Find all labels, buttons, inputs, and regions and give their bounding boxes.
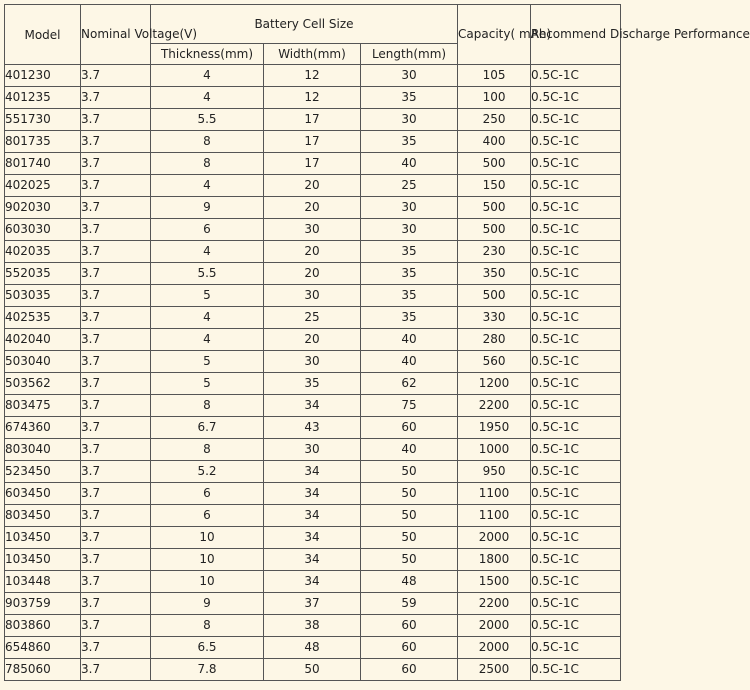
battery-spec-table — [4, 4, 750, 681]
cell-thickness: 5.5 — [151, 263, 264, 285]
cell-model: 801735 — [5, 131, 81, 153]
cell-model: 103450 — [5, 527, 81, 549]
cell-thickness: 8 — [151, 395, 264, 417]
cell-length: 35 — [361, 241, 458, 263]
table-row — [5, 285, 621, 307]
cell-length: 75 — [361, 395, 458, 417]
cell-width: 20 — [264, 241, 361, 263]
cell-voltage: 3.7 — [81, 285, 151, 307]
cell-thickness: 6 — [151, 505, 264, 527]
cell-discharge: 0.5C-1C — [531, 373, 621, 395]
cell-discharge: 0.5C-1C — [531, 307, 621, 329]
cell-capacity: 1000 — [458, 439, 531, 461]
cell-thickness: 4 — [151, 307, 264, 329]
cell-thickness: 10 — [151, 571, 264, 593]
cell-voltage: 3.7 — [81, 153, 151, 175]
cell-voltage: 3.7 — [81, 241, 151, 263]
cell-discharge: 0.5C-1C — [531, 219, 621, 241]
cell-thickness: 5.5 — [151, 109, 264, 131]
cell-model: 552035 — [5, 263, 81, 285]
cell-model: 103450 — [5, 549, 81, 571]
cell-capacity: 500 — [458, 285, 531, 307]
cell-model: 803450 — [5, 505, 81, 527]
cell-capacity: 250 — [458, 109, 531, 131]
table-row — [5, 373, 621, 395]
cell-width: 34 — [264, 483, 361, 505]
table-row — [5, 197, 621, 219]
cell-voltage: 3.7 — [81, 461, 151, 483]
cell-thickness: 8 — [151, 153, 264, 175]
cell-capacity: 500 — [458, 153, 531, 175]
header-model: Model — [5, 5, 81, 65]
cell-length: 30 — [361, 219, 458, 241]
cell-length: 50 — [361, 549, 458, 571]
cell-capacity: 105 — [458, 65, 531, 87]
header-cell-size: Battery Cell Size — [151, 5, 458, 44]
cell-voltage: 3.7 — [81, 527, 151, 549]
cell-width: 30 — [264, 351, 361, 373]
cell-model: 654860 — [5, 637, 81, 659]
table-row — [5, 219, 621, 241]
cell-length: 59 — [361, 593, 458, 615]
cell-voltage: 3.7 — [81, 373, 151, 395]
table-row — [5, 637, 621, 659]
cell-length: 60 — [361, 659, 458, 681]
cell-discharge: 0.5C-1C — [531, 505, 621, 527]
cell-length: 50 — [361, 527, 458, 549]
table-row — [5, 659, 621, 681]
cell-voltage: 3.7 — [81, 131, 151, 153]
cell-discharge: 0.5C-1C — [531, 659, 621, 681]
cell-model: 803475 — [5, 395, 81, 417]
cell-length: 40 — [361, 329, 458, 351]
cell-thickness: 6 — [151, 219, 264, 241]
cell-width: 48 — [264, 637, 361, 659]
cell-voltage: 3.7 — [81, 219, 151, 241]
cell-width: 17 — [264, 153, 361, 175]
cell-capacity: 1800 — [458, 549, 531, 571]
cell-model: 803040 — [5, 439, 81, 461]
cell-width: 12 — [264, 65, 361, 87]
table-row — [5, 395, 621, 417]
cell-discharge: 0.5C-1C — [531, 571, 621, 593]
table-row — [5, 307, 621, 329]
cell-thickness: 5 — [151, 373, 264, 395]
cell-voltage: 3.7 — [81, 175, 151, 197]
header-length: Length(mm) — [361, 44, 458, 65]
cell-thickness: 8 — [151, 615, 264, 637]
cell-thickness: 4 — [151, 175, 264, 197]
table-row — [5, 351, 621, 373]
cell-model: 803860 — [5, 615, 81, 637]
cell-capacity: 2000 — [458, 637, 531, 659]
cell-thickness: 10 — [151, 549, 264, 571]
cell-length: 40 — [361, 351, 458, 373]
cell-capacity: 150 — [458, 175, 531, 197]
cell-discharge: 0.5C-1C — [531, 637, 621, 659]
cell-width: 12 — [264, 87, 361, 109]
cell-model: 603450 — [5, 483, 81, 505]
cell-length: 35 — [361, 307, 458, 329]
cell-width: 34 — [264, 571, 361, 593]
cell-thickness: 6.5 — [151, 637, 264, 659]
cell-capacity: 2200 — [458, 593, 531, 615]
cell-length: 50 — [361, 505, 458, 527]
table-row — [5, 549, 621, 571]
cell-length: 50 — [361, 483, 458, 505]
cell-discharge: 0.5C-1C — [531, 175, 621, 197]
cell-length: 50 — [361, 461, 458, 483]
cell-capacity: 230 — [458, 241, 531, 263]
cell-model: 401235 — [5, 87, 81, 109]
cell-thickness: 10 — [151, 527, 264, 549]
cell-thickness: 8 — [151, 131, 264, 153]
cell-capacity: 1500 — [458, 571, 531, 593]
cell-model: 551730 — [5, 109, 81, 131]
cell-discharge: 0.5C-1C — [531, 153, 621, 175]
cell-capacity: 1950 — [458, 417, 531, 439]
table-row — [5, 65, 621, 87]
cell-capacity: 2200 — [458, 395, 531, 417]
cell-model: 523450 — [5, 461, 81, 483]
cell-model: 503035 — [5, 285, 81, 307]
cell-width: 34 — [264, 527, 361, 549]
cell-capacity: 280 — [458, 329, 531, 351]
cell-length: 40 — [361, 153, 458, 175]
cell-voltage: 3.7 — [81, 439, 151, 461]
cell-model: 402035 — [5, 241, 81, 263]
header-thickness: Thickness(mm) — [151, 44, 264, 65]
cell-width: 38 — [264, 615, 361, 637]
table-row — [5, 527, 621, 549]
cell-length: 60 — [361, 417, 458, 439]
cell-width: 34 — [264, 505, 361, 527]
table-row — [5, 87, 621, 109]
cell-discharge: 0.5C-1C — [531, 483, 621, 505]
cell-capacity: 1100 — [458, 505, 531, 527]
cell-model: 401230 — [5, 65, 81, 87]
table-row — [5, 571, 621, 593]
table-row — [5, 593, 621, 615]
cell-model: 103448 — [5, 571, 81, 593]
cell-length: 48 — [361, 571, 458, 593]
cell-length: 40 — [361, 439, 458, 461]
table-row — [5, 505, 621, 527]
cell-voltage: 3.7 — [81, 505, 151, 527]
cell-discharge: 0.5C-1C — [531, 109, 621, 131]
cell-model: 402025 — [5, 175, 81, 197]
cell-thickness: 5 — [151, 285, 264, 307]
cell-capacity: 950 — [458, 461, 531, 483]
cell-length: 62 — [361, 373, 458, 395]
table-row — [5, 241, 621, 263]
cell-width: 43 — [264, 417, 361, 439]
table-row — [5, 109, 621, 131]
cell-discharge: 0.5C-1C — [531, 549, 621, 571]
cell-voltage: 3.7 — [81, 351, 151, 373]
cell-thickness: 9 — [151, 593, 264, 615]
cell-voltage: 3.7 — [81, 329, 151, 351]
cell-capacity: 1100 — [458, 483, 531, 505]
cell-discharge: 0.5C-1C — [531, 461, 621, 483]
cell-capacity: 1200 — [458, 373, 531, 395]
cell-voltage: 3.7 — [81, 87, 151, 109]
cell-capacity: 350 — [458, 263, 531, 285]
cell-width: 20 — [264, 197, 361, 219]
cell-model: 402040 — [5, 329, 81, 351]
cell-model: 503562 — [5, 373, 81, 395]
cell-capacity: 100 — [458, 87, 531, 109]
cell-voltage: 3.7 — [81, 109, 151, 131]
cell-capacity: 2000 — [458, 615, 531, 637]
cell-voltage: 3.7 — [81, 417, 151, 439]
cell-voltage: 3.7 — [81, 263, 151, 285]
cell-voltage: 3.7 — [81, 307, 151, 329]
table-body — [5, 65, 621, 681]
cell-thickness: 4 — [151, 87, 264, 109]
cell-width: 50 — [264, 659, 361, 681]
cell-model: 902030 — [5, 197, 81, 219]
cell-model: 503040 — [5, 351, 81, 373]
cell-voltage: 3.7 — [81, 65, 151, 87]
table-row — [5, 417, 621, 439]
cell-thickness: 5 — [151, 351, 264, 373]
table-row — [5, 439, 621, 461]
cell-length: 35 — [361, 263, 458, 285]
cell-thickness: 4 — [151, 329, 264, 351]
cell-width: 17 — [264, 109, 361, 131]
cell-model: 801740 — [5, 153, 81, 175]
cell-discharge: 0.5C-1C — [531, 65, 621, 87]
cell-model: 785060 — [5, 659, 81, 681]
cell-thickness: 6.7 — [151, 417, 264, 439]
cell-capacity: 400 — [458, 131, 531, 153]
cell-discharge: 0.5C-1C — [531, 351, 621, 373]
cell-capacity: 2000 — [458, 527, 531, 549]
cell-model: 674360 — [5, 417, 81, 439]
cell-voltage: 3.7 — [81, 637, 151, 659]
cell-width: 17 — [264, 131, 361, 153]
table-row — [5, 153, 621, 175]
cell-voltage: 3.7 — [81, 483, 151, 505]
cell-capacity: 500 — [458, 197, 531, 219]
table-row — [5, 615, 621, 637]
cell-length: 35 — [361, 131, 458, 153]
cell-width: 30 — [264, 285, 361, 307]
cell-discharge: 0.5C-1C — [531, 131, 621, 153]
cell-capacity: 2500 — [458, 659, 531, 681]
table-row — [5, 131, 621, 153]
cell-discharge: 0.5C-1C — [531, 439, 621, 461]
cell-voltage: 3.7 — [81, 395, 151, 417]
cell-length: 30 — [361, 65, 458, 87]
cell-thickness: 9 — [151, 197, 264, 219]
cell-width: 35 — [264, 373, 361, 395]
table-row — [5, 263, 621, 285]
cell-discharge: 0.5C-1C — [531, 241, 621, 263]
table-row — [5, 175, 621, 197]
cell-thickness: 6 — [151, 483, 264, 505]
cell-discharge: 0.5C-1C — [531, 395, 621, 417]
cell-width: 34 — [264, 395, 361, 417]
cell-model: 603030 — [5, 219, 81, 241]
cell-discharge: 0.5C-1C — [531, 527, 621, 549]
table-row — [5, 329, 621, 351]
cell-voltage: 3.7 — [81, 615, 151, 637]
cell-discharge: 0.5C-1C — [531, 417, 621, 439]
cell-capacity: 330 — [458, 307, 531, 329]
cell-voltage: 3.7 — [81, 197, 151, 219]
cell-width: 34 — [264, 461, 361, 483]
table-row — [5, 461, 621, 483]
cell-width: 37 — [264, 593, 361, 615]
cell-thickness: 8 — [151, 439, 264, 461]
cell-capacity: 500 — [458, 219, 531, 241]
cell-width: 20 — [264, 329, 361, 351]
cell-thickness: 7.8 — [151, 659, 264, 681]
header-width: Width(mm) — [264, 44, 361, 65]
cell-length: 25 — [361, 175, 458, 197]
cell-length: 60 — [361, 615, 458, 637]
cell-voltage: 3.7 — [81, 549, 151, 571]
cell-discharge: 0.5C-1C — [531, 197, 621, 219]
header-voltage: Nominal Voltage(V) — [81, 5, 151, 65]
cell-discharge: 0.5C-1C — [531, 593, 621, 615]
cell-length: 60 — [361, 637, 458, 659]
cell-voltage: 3.7 — [81, 571, 151, 593]
cell-model: 402535 — [5, 307, 81, 329]
cell-discharge: 0.5C-1C — [531, 263, 621, 285]
cell-width: 25 — [264, 307, 361, 329]
cell-thickness: 4 — [151, 241, 264, 263]
cell-width: 20 — [264, 263, 361, 285]
table-row — [5, 483, 621, 505]
cell-length: 30 — [361, 109, 458, 131]
cell-voltage: 3.7 — [81, 659, 151, 681]
cell-length: 35 — [361, 285, 458, 307]
cell-model: 903759 — [5, 593, 81, 615]
cell-width: 20 — [264, 175, 361, 197]
cell-length: 35 — [361, 87, 458, 109]
header-discharge: Recommend Discharge Performance — [531, 5, 621, 65]
header-capacity: Capacity( mAh) — [458, 5, 531, 65]
cell-width: 30 — [264, 219, 361, 241]
cell-capacity: 560 — [458, 351, 531, 373]
cell-thickness: 4 — [151, 65, 264, 87]
cell-discharge: 0.5C-1C — [531, 285, 621, 307]
cell-discharge: 0.5C-1C — [531, 87, 621, 109]
cell-length: 30 — [361, 197, 458, 219]
cell-discharge: 0.5C-1C — [531, 615, 621, 637]
cell-width: 34 — [264, 549, 361, 571]
cell-thickness: 5.2 — [151, 461, 264, 483]
cell-discharge: 0.5C-1C — [531, 329, 621, 351]
cell-width: 30 — [264, 439, 361, 461]
cell-voltage: 3.7 — [81, 593, 151, 615]
